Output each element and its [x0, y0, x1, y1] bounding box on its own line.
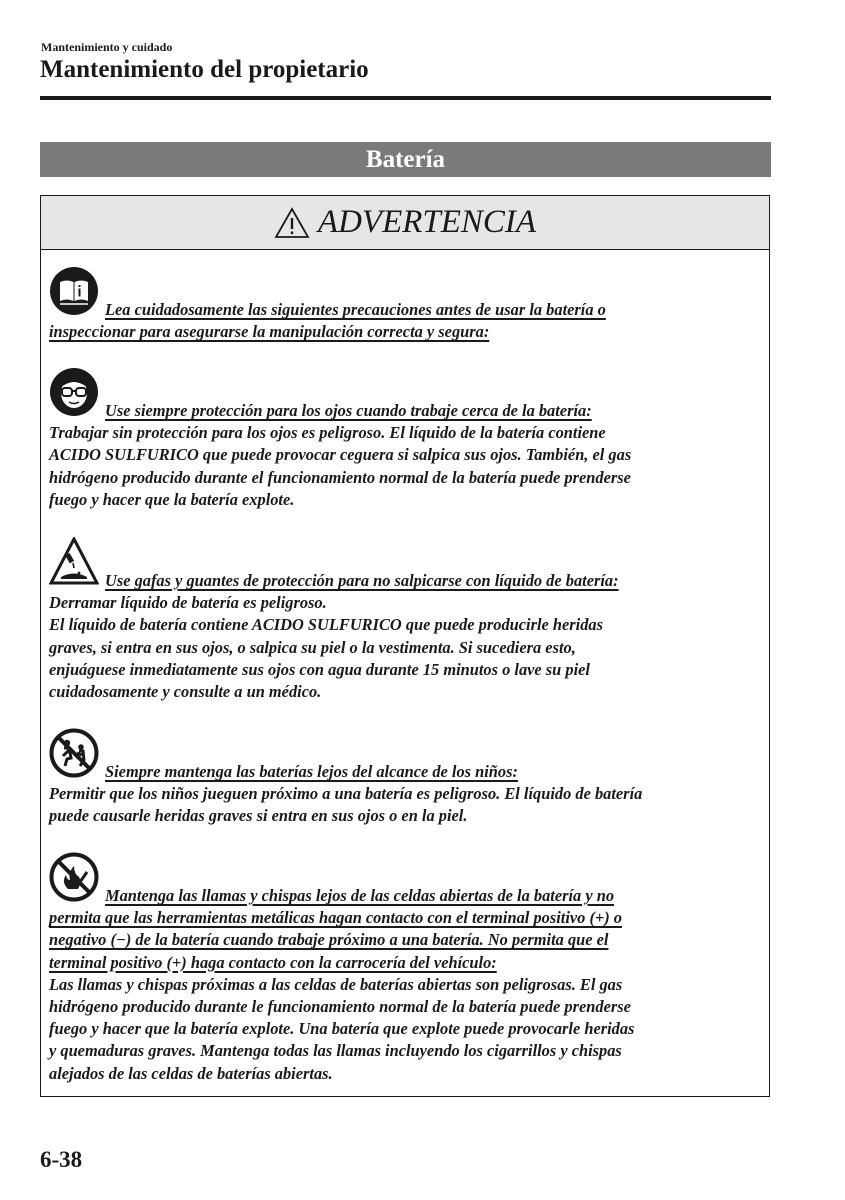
item-body-line: hidrógeno producido durante le funcionamiento normal de la batería puede prenderse [49, 997, 631, 1017]
page-number: 6-38 [40, 1147, 83, 1172]
item-underlined-line: Use gafas y guantes de protección para no salpicarse con líquido de batería: [105, 571, 619, 590]
header-divider [40, 96, 771, 100]
read-manual-icon [49, 266, 99, 316]
item-body-line: ACIDO SULFURICO que puede provocar ceguera si salpica sus ojos. También, el gas [49, 445, 632, 465]
item-body-line: Las llamas y chispas próximas a las celdas de baterías abiertas son peligrosas. El gas [49, 974, 623, 994]
item-body-line: Trabajar sin protección para los ojos es peligroso. El líquido de la batería contiene [49, 423, 606, 443]
item-body-line: cuidadosamente y consulte a un médico. [49, 682, 322, 702]
item-body-line: graves, si entra en sus ojos, o salpica su piel o la vestimenta. Si sucediera esto, [49, 637, 576, 657]
item-underlined-line: Lea cuidadosamente las siguientes precauciones antes de usar la batería o [105, 300, 606, 319]
item-underlined-line: Mantenga las llamas y chispas lejos de las celdas abiertas de la batería y no [105, 886, 615, 905]
section-bar: Batería [40, 142, 771, 177]
keep-children-away-icon [49, 728, 99, 778]
item-body-line: El líquido de batería contiene ACIDO SULFURICO que puede producirle heridas [49, 615, 603, 635]
item-body-line: fuego y hacer que la batería explote. Una batería que explote puede provocarle heridas [49, 1019, 635, 1039]
page-title: Mantenimiento del propietario [40, 56, 369, 83]
eye-protection-icon [49, 367, 99, 417]
item-underlined-line: terminal positivo (+) haga contacto con la carrocería del vehículo: [49, 952, 497, 972]
warning-item [49, 728, 761, 828]
warning-triangle-icon [274, 207, 310, 239]
header-section-label: Mantenimiento y cuidado [41, 40, 173, 54]
item-underlined-line: Use siempre protección para los ojos cuando trabaje cerca de la batería: [105, 401, 592, 420]
item-body-line: enjuáguese inmediatamente sus ojos con agua durante 15 minutos o lave su piel [49, 659, 590, 679]
warning-box [40, 195, 770, 1097]
item-body-line: fuego y hacer que la batería explote. [49, 489, 295, 509]
warning-item [49, 266, 761, 343]
corrosive-warning-icon [49, 537, 99, 587]
item-body-line: Derramar líquido de batería es peligroso. [49, 593, 327, 613]
item-underlined-line: permita que las herramientas metálicas hagan contacto con el terminal positivo (+) o [49, 908, 622, 928]
warning-item [49, 852, 761, 1085]
item-underlined-line: Siempre mantenga las baterías lejos del alcance de los niños: [105, 762, 518, 781]
warning-item [49, 537, 761, 703]
no-flames-icon [49, 852, 99, 902]
item-underlined-line: inspeccionar para asegurarse la manipulación correcta y segura: [49, 322, 490, 342]
item-body-line: Permitir que los niños jueguen próximo a una batería es peligroso. El líquido de batería [49, 784, 643, 804]
item-body-line: alejados de las celdas de baterías abiertas. [49, 1063, 333, 1083]
warning-heading: ADVERTENCIA [317, 204, 537, 240]
warning-header [41, 196, 769, 250]
item-body-line: y quemaduras graves. Mantenga todas las llamas incluyendo los cigarrillos y chispas [49, 1041, 622, 1061]
warning-item [49, 367, 761, 511]
item-body-line: hidrógeno producido durante el funcionamiento normal de la batería puede prenderse [49, 467, 631, 487]
item-body-line: puede causarle heridas graves si entra en sus ojos o en la piel. [49, 806, 468, 826]
item-underlined-line: negativo (−) de la batería cuando trabaje próximo a una batería. No permita que el [49, 930, 609, 950]
